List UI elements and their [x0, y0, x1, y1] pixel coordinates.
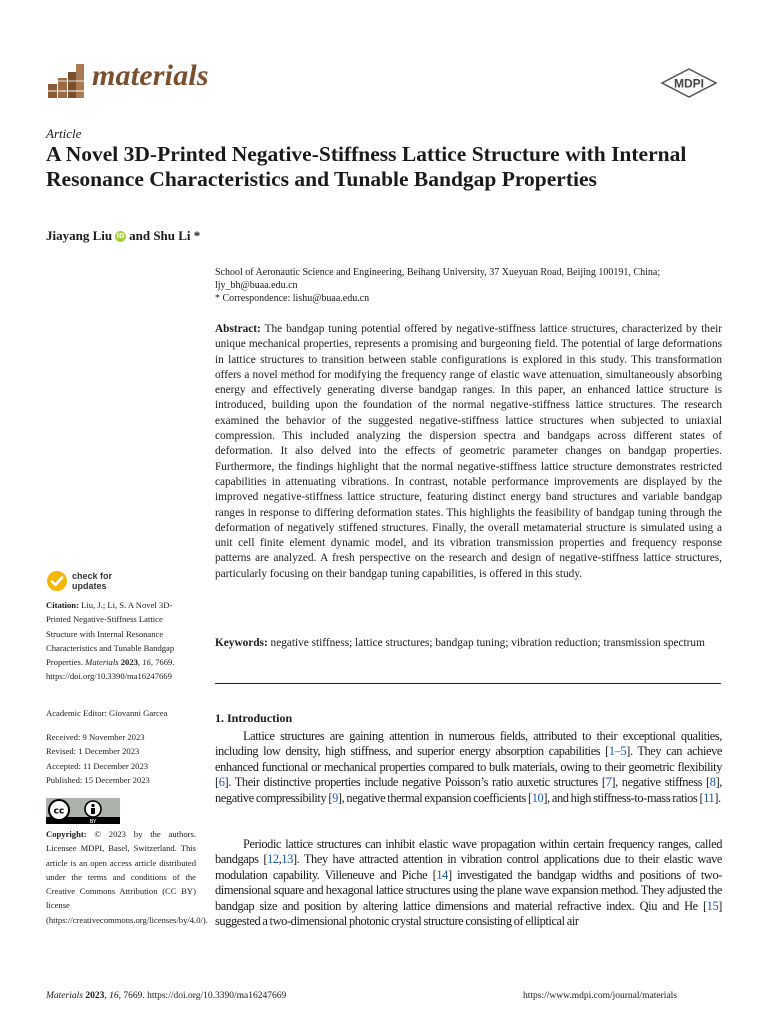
received-date: Received: 9 November 2023	[46, 732, 145, 742]
keywords-label: Keywords:	[215, 637, 268, 649]
author-name[interactable]: Jiayang Liu	[46, 228, 113, 243]
section-heading: 1. Introduction	[215, 711, 293, 725]
author-list	[46, 228, 200, 244]
revised-date: Revised: 1 December 2023	[46, 746, 140, 757]
citation-doi[interactable]: , 7669. https://doi.org/10.3390/ma16247669	[46, 657, 175, 682]
mdpi-logo-text: MDPI	[674, 76, 704, 91]
abstract	[215, 322, 722, 582]
correspondence: * Correspondence: lishu@buaa.edu.cn	[215, 293, 370, 304]
intro-paragraph: Lattice structures are gaining attention in numerous fields, attributed to their exceptional qualities, including low density, high stiffness, and superior energy absorption capabilities [1–5]. They can achieve enhanced functional or mechanical properties compared to bulk materials, owing to their geometric flexibility [6]. Their distinctive properties include negative Poisson’s ratio auxetic structures [7], negative stiffness [8], negative compressibility [9], negative thermal expansion coefficients [10], and high stiffness-to-mass ratios [11].	[215, 729, 723, 805]
footer-citation: Materials 2023, 16, 7669. https://doi.org/10.3390/ma16247669	[46, 991, 287, 1001]
svg-text:cc: cc	[53, 806, 65, 817]
reference-link[interactable]: 14	[436, 867, 448, 882]
author-name: and Shu Li *	[129, 228, 201, 243]
reference-link[interactable]: 9	[332, 790, 338, 805]
keywords-text: negative stiffness; lattice structures; bandgap tuning; vibration reduction; transmission spectrum	[270, 637, 705, 649]
affiliation-email[interactable]: ljy_bh@buaa.edu.cn	[215, 280, 298, 291]
intro-paragraph: Periodic lattice structures can inhibit elastic wave propagation within certain frequency ranges, called bandgaps [12,13]. They have attracted attention in vibration control applications due to their elastic wave modulation capability. Villeneuve and Piche [14] investigated the bandgap widths and positions of two-dimensional square and hexagonal lattice structures using the plane wave expansion method. They adjusted the bandgap size and position by altering lattice dimensions and material refractive index. Qiu and He [15] suggested a two-dimensional photonic crystal structure consisting of elliptical air	[215, 837, 723, 929]
orcid-icon[interactable]: iD	[116, 231, 125, 240]
affiliation	[215, 266, 725, 305]
reference-link[interactable]: 13	[281, 852, 293, 867]
reference-link[interactable]: 8	[709, 775, 716, 790]
svg-text:BY: BY	[89, 819, 97, 824]
reference-link[interactable]: 11	[703, 790, 715, 805]
copyright-notice: Copyright: © 2023 by the authors. Licensee MDPI, Basel, Switzerland. This article is an open access article distributed under the terms and conditions of the Creative Commons Attribution (CC BY) license (https://creativecommons.org/licenses/by/4.0/).	[46, 829, 208, 925]
affiliation-address: School of Aeronautic Science and Engineering, Beihang University, 37 Xueyuan Road, Beijing 100191, China;	[215, 267, 661, 278]
materials-logo-icon	[46, 60, 86, 100]
journal-name: materials	[92, 59, 209, 92]
footer-doi[interactable]: , 7669. https://doi.org/10.3390/ma16247669	[118, 991, 287, 1001]
published-date: Published: 15 December 2023	[46, 774, 150, 785]
check-for-updates-label: check for updates	[72, 571, 113, 591]
reference-link[interactable]: 15	[706, 898, 719, 913]
check-for-updates-icon	[46, 570, 68, 592]
mdpi-logo-icon	[660, 68, 718, 98]
reference-link[interactable]: 10	[531, 790, 544, 805]
keywords	[215, 636, 722, 651]
cc-by-license-icon[interactable]	[46, 798, 120, 824]
article-type: Article	[46, 126, 82, 141]
check-for-updates-button[interactable]	[46, 570, 112, 592]
reference-link[interactable]: 7	[605, 775, 612, 790]
accepted-date: Accepted: 11 December 2023	[46, 760, 149, 771]
abstract-text: The bandgap tuning potential offered by negative-stiffness lattice structures, characterized by their unique mechanical properties, represents a promising and burgeoning field. The potential of large deformations in lattice structures to transition between stable configurations is explored in this study. This transformation offers a novel method for modifying the frequency range of elastic wave attenuation, simultaneously absorbing energy and effectively generating diverse bandgap ranges. In this paper, an enhanced lattice structure is introduced, building upon the foundation of the normal negative-stiffness lattice structures. The research examined the behavior of the suggested negative-stiffness lattice structures when subjected to uniaxial compression. This included analyzing the dispersion spectra and bandgaps across different states of deformation. It also delved into the effects of geometric parameter changes on bandgap properties. Furthermore, the findings highlight that the normal negative-stiffness lattice structure demonstrates restricted capabilities in attenuating vibrations. In contrast, notable performance improvements are displayed by the improved negative-stiffness lattice structure, featuring distinct energy band structures and variable bandgap ranges in response to differing deformation states. This highlights the feasibility of bandgap tuning through the deformation of negatively stiffened structures. Finally, the overall metamaterial structure is simulated using a unit cell finite element dynamic model, and its vibration transmission properties and frequency response patterns are analyzed. A fresh perspective on the research and design of negative-stiffness lattice structures, particularly focusing on their bandgap tuning capabilities, is offered in this study.	[215, 323, 722, 580]
reference-link[interactable]: 1–5	[608, 744, 627, 759]
footer-journal-url[interactable]: https://www.mdpi.com/journal/materials	[523, 991, 677, 1001]
citation: Citation: Liu, J.; Li, S. A Novel 3D-Printed Negative-Stiffness Lattice Structure with Internal Resonance Characteristics and Tunable Bandgap Properties. Materials 2023, 16, 7669. https://doi.org/10.3390/ma16247669	[46, 600, 175, 682]
publication-dates	[46, 730, 196, 787]
article-title: A Novel 3D-Printed Negative-Stiffness Lattice Structure with Internal Resonance Characteristics and Tunable Bandgap Properties	[46, 142, 687, 191]
academic-editor: Academic Editor: Giovanni Garcea	[46, 708, 168, 718]
abstract-label: Abstract:	[215, 323, 261, 335]
reference-link[interactable]: 6	[218, 775, 225, 790]
reference-link[interactable]: 12	[267, 852, 279, 867]
section-divider	[215, 683, 721, 684]
